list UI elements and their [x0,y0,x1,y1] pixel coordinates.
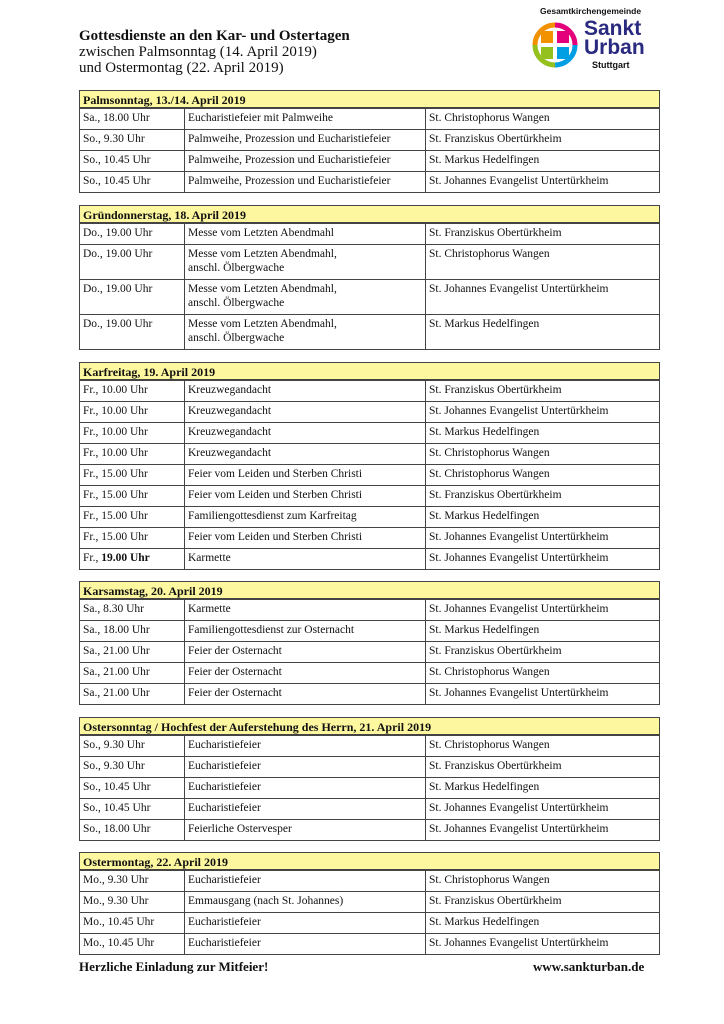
time-cell: Fr., 15.00 Uhr [80,507,185,528]
place-cell: St. Franziskus Obertürkheim [426,486,660,507]
place-cell: St. Franziskus Obertürkheim [426,642,660,663]
table-row [80,736,660,757]
logo-name-sankt: Sankt [584,17,642,40]
service-cell: Familiengottesdienst zur Osternacht [185,621,426,642]
time-cell: Sa., 18.00 Uhr [80,109,185,130]
section-karsamstag [79,581,660,705]
service-cell: Palmweihe, Prozession und Eucharistiefeier [185,151,426,172]
place-cell: St. Christophorus Wangen [426,871,660,892]
place-cell: St. Johannes Evangelist Untertürkheim [426,280,660,315]
service-line1: Messe vom Letzten Abendmahl, [188,283,337,295]
place-cell: St. Markus Hedelfingen [426,621,660,642]
time-cell: So., 10.45 Uhr [80,778,185,799]
document-title: Gottesdienste an den Kar- und Ostertagen [79,28,350,44]
table-row [80,621,660,642]
service-line1: Messe vom Letzten Abendmahl, [188,318,337,330]
time-cell: Mo., 9.30 Uhr [80,871,185,892]
table-row [80,245,660,280]
service-cell: Kreuzwegandacht [185,423,426,444]
place-cell: St. Christophorus Wangen [426,245,660,280]
table-row [80,280,660,315]
time-cell: So., 10.45 Uhr [80,172,185,193]
time-cell [80,549,185,570]
section-ostersonntag [79,717,660,841]
place-cell: St. Johannes Evangelist Untertürkheim [426,402,660,423]
service-cell: Kreuzwegandacht [185,402,426,423]
document-subtitle-line2: und Ostermontag (22. April 2019) [79,60,284,76]
schedule-table [79,380,660,570]
place-cell: St. Franziskus Obertürkheim [426,130,660,151]
parish-logo [532,6,662,78]
table-row [80,423,660,444]
document-subtitle-line1: zwischen Palmsonntag (14. April 2019) [79,44,317,60]
table-row [80,381,660,402]
table-row [80,444,660,465]
service-cell: Kreuzwegandacht [185,444,426,465]
schedule-table [79,599,660,705]
time-cell: Do., 19.00 Uhr [80,224,185,245]
place-cell: St. Johannes Evangelist Untertürkheim [426,528,660,549]
place-cell: St. Christophorus Wangen [426,663,660,684]
place-cell: St. Johannes Evangelist Untertürkheim [426,799,660,820]
table-row [80,549,660,570]
place-cell: St. Johannes Evangelist Untertürkheim [426,820,660,841]
service-cell: Familiengottesdienst zum Karfreitag [185,507,426,528]
time-cell: Fr., 10.00 Uhr [80,381,185,402]
service-cell: Karmette [185,600,426,621]
section-heading: Karsamstag, 20. April 2019 [79,581,660,599]
logo-city: Stuttgart [592,60,630,70]
section-karfreitag [79,362,660,570]
service-cell: Kreuzwegandacht [185,381,426,402]
schedule-table [79,870,660,955]
service-cell: Messe vom Letzten Abendmahl [185,224,426,245]
time-cell: So., 9.30 Uhr [80,736,185,757]
table-row [80,486,660,507]
schedule-table [79,735,660,841]
table-row [80,465,660,486]
service-cell: Eucharistiefeier [185,913,426,934]
time-cell: Fr., 10.00 Uhr [80,423,185,444]
service-cell: Eucharistiefeier [185,934,426,955]
table-row [80,799,660,820]
time-cell: So., 10.45 Uhr [80,151,185,172]
time-cell: Fr., 10.00 Uhr [80,402,185,423]
place-cell: St. Johannes Evangelist Untertürkheim [426,934,660,955]
time-cell: Sa., 18.00 Uhr [80,621,185,642]
place-cell: St. Johannes Evangelist Untertürkheim [426,600,660,621]
table-row [80,684,660,705]
section-palmsonntag [79,90,660,193]
place-cell: St. Johannes Evangelist Untertürkheim [426,684,660,705]
service-cell [185,315,426,350]
service-cell [185,245,426,280]
section-heading: Palmsonntag, 13./14. April 2019 [79,90,660,108]
service-cell: Palmweihe, Prozession und Eucharistiefeier [185,172,426,193]
time-cell: Fr., 10.00 Uhr [80,444,185,465]
invitation-text: Herzliche Einladung zur Mitfeier! [79,959,269,974]
schedule-table [79,108,660,193]
service-cell: Eucharistiefeier [185,799,426,820]
table-row [80,642,660,663]
time-cell: So., 18.00 Uhr [80,820,185,841]
time-cell: So., 9.30 Uhr [80,130,185,151]
service-cell: Karmette [185,549,426,570]
section-ostermontag [79,852,660,955]
place-cell: St. Christophorus Wangen [426,465,660,486]
service-cell: Palmweihe, Prozession und Eucharistiefeier [185,130,426,151]
table-row [80,600,660,621]
table-row [80,109,660,130]
place-cell: St. Christophorus Wangen [426,109,660,130]
place-cell: St. Markus Hedelfingen [426,913,660,934]
place-cell: St. Johannes Evangelist Untertürkheim [426,172,660,193]
place-cell: St. Christophorus Wangen [426,736,660,757]
time-cell: Do., 19.00 Uhr [80,315,185,350]
place-cell: St. Johannes Evangelist Untertürkheim [426,549,660,570]
section-heading: Gründonnerstag, 18. April 2019 [79,205,660,223]
place-cell: St. Markus Hedelfingen [426,778,660,799]
place-cell: St. Markus Hedelfingen [426,423,660,444]
time-cell: Sa., 21.00 Uhr [80,684,185,705]
time-cell: So., 10.45 Uhr [80,799,185,820]
time-day: Fr., [83,552,102,564]
section-gruendonnerstag [79,205,660,350]
place-cell: St. Markus Hedelfingen [426,507,660,528]
service-cell: Feier vom Leiden und Sterben Christi [185,486,426,507]
table-row [80,913,660,934]
service-cell: Emmausgang (nach St. Johannes) [185,892,426,913]
place-cell: St. Franziskus Obertürkheim [426,381,660,402]
time-cell: Sa., 8.30 Uhr [80,600,185,621]
table-row [80,224,660,245]
place-cell: St. Markus Hedelfingen [426,151,660,172]
place-cell: St. Christophorus Wangen [426,444,660,465]
table-row [80,402,660,423]
service-cell: Eucharistiefeier [185,778,426,799]
service-cell: Feier der Osternacht [185,642,426,663]
service-line2: anschl. Ölbergwache [188,332,285,344]
place-cell: St. Markus Hedelfingen [426,315,660,350]
table-row [80,151,660,172]
time-cell: Sa., 21.00 Uhr [80,642,185,663]
time-cell: Do., 19.00 Uhr [80,245,185,280]
section-heading: Ostermontag, 22. April 2019 [79,852,660,870]
cross-logo-icon [532,22,578,68]
service-cell: Eucharistiefeier [185,736,426,757]
time-cell: Mo., 10.45 Uhr [80,913,185,934]
service-line1: Messe vom Letzten Abendmahl, [188,248,337,260]
time-cell: Mo., 10.45 Uhr [80,934,185,955]
service-line2: anschl. Ölbergwache [188,262,285,274]
table-row [80,892,660,913]
website-link[interactable]: www.sankturban.de [533,959,645,974]
service-cell: Feierliche Ostervesper [185,820,426,841]
service-cell: Feier der Osternacht [185,684,426,705]
time-cell: Fr., 15.00 Uhr [80,465,185,486]
time-cell: So., 9.30 Uhr [80,757,185,778]
section-heading: Karfreitag, 19. April 2019 [79,362,660,380]
place-cell: St. Franziskus Obertürkheim [426,892,660,913]
service-cell: Feier der Osternacht [185,663,426,684]
table-row [80,757,660,778]
table-row [80,663,660,684]
table-row [80,315,660,350]
service-cell: Eucharistiefeier mit Palmweihe [185,109,426,130]
time-cell: Fr., 15.00 Uhr [80,486,185,507]
time-cell: Fr., 15.00 Uhr [80,528,185,549]
table-row [80,172,660,193]
table-row [80,778,660,799]
service-line2: anschl. Ölbergwache [188,297,285,309]
table-row [80,934,660,955]
service-cell [185,280,426,315]
service-cell: Eucharistiefeier [185,757,426,778]
time-bold: 19.00 Uhr [101,552,150,564]
service-cell: Feier vom Leiden und Sterben Christi [185,465,426,486]
schedule-table [79,223,660,350]
place-cell: St. Franziskus Obertürkheim [426,224,660,245]
service-cell: Eucharistiefeier [185,871,426,892]
table-row [80,130,660,151]
logo-top-text: Gesamtkirchengemeinde [540,6,642,16]
service-cell: Feier vom Leiden und Sterben Christi [185,528,426,549]
table-row [80,507,660,528]
logo-name-urban: Urban [584,36,645,59]
time-cell: Mo., 9.30 Uhr [80,892,185,913]
table-row [80,528,660,549]
time-cell: Do., 19.00 Uhr [80,280,185,315]
time-cell: Sa., 21.00 Uhr [80,663,185,684]
table-row [80,820,660,841]
table-row [80,871,660,892]
section-heading: Ostersonntag / Hochfest der Auferstehung des Herrn, 21. April 2019 [79,717,660,735]
place-cell: St. Franziskus Obertürkheim [426,757,660,778]
